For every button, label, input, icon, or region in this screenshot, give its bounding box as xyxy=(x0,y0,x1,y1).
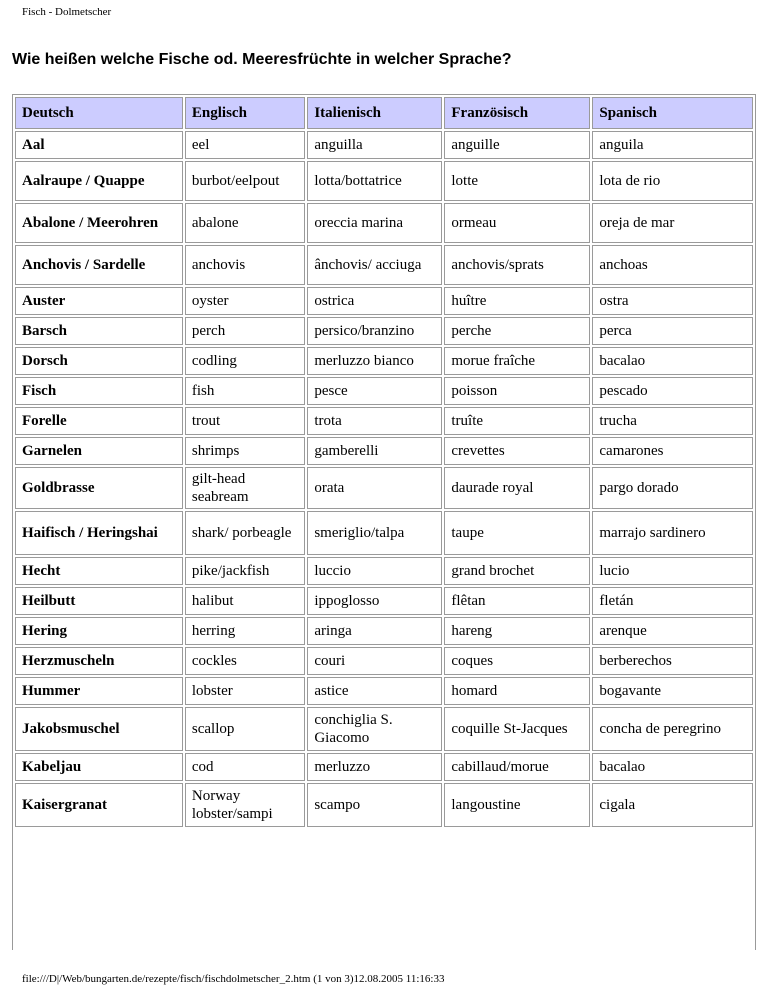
cell-spanisch: ostra xyxy=(592,287,753,315)
table-header-row xyxy=(15,97,753,129)
cell-italienisch: trota xyxy=(307,407,442,435)
cell-deutsch: Abalone / Meerohren xyxy=(15,203,183,243)
cell-englisch: anchovis xyxy=(185,245,305,285)
cell-deutsch: Hecht xyxy=(15,557,183,585)
table-row xyxy=(15,707,753,751)
cell-franzoesisch: anguille xyxy=(444,131,590,159)
cell-franzoesisch: cabillaud/morue xyxy=(444,753,590,781)
cell-englisch: abalone xyxy=(185,203,305,243)
cell-englisch: herring xyxy=(185,617,305,645)
cell-deutsch: Hering xyxy=(15,617,183,645)
cell-franzoesisch: flêtan xyxy=(444,587,590,615)
cell-spanisch: fletán xyxy=(592,587,753,615)
cell-englisch: trout xyxy=(185,407,305,435)
cell-italienisch: astice xyxy=(307,677,442,705)
cell-deutsch: Aalraupe / Quappe xyxy=(15,161,183,201)
cell-italienisch: luccio xyxy=(307,557,442,585)
cell-italienisch: gamberelli xyxy=(307,437,442,465)
cell-franzoesisch: truîte xyxy=(444,407,590,435)
cell-italienisch: scampo xyxy=(307,783,442,827)
cell-franzoesisch: coquille St-Jacques xyxy=(444,707,590,751)
cell-italienisch: smeriglio/talpa xyxy=(307,511,442,555)
cell-franzoesisch: ormeau xyxy=(444,203,590,243)
cell-deutsch: Barsch xyxy=(15,317,183,345)
cell-franzoesisch: homard xyxy=(444,677,590,705)
cell-spanisch: pescado xyxy=(592,377,753,405)
cell-englisch: cockles xyxy=(185,647,305,675)
page-footer: file:///D|/Web/bungarten.de/rezepte/fisch/fischdolmetscher_2.htm (1 von 3)12.08.2005 11:16:33 xyxy=(22,973,445,985)
cell-franzoesisch: daurade royal xyxy=(444,467,590,509)
cell-englisch: lobster xyxy=(185,677,305,705)
cell-italienisch: oreccia marina xyxy=(307,203,442,243)
cell-italienisch: ânchovis/ acciuga xyxy=(307,245,442,285)
cell-englisch: Norway lobster/sampi xyxy=(185,783,305,827)
cell-englisch: halibut xyxy=(185,587,305,615)
cell-franzoesisch: poisson xyxy=(444,377,590,405)
table-row xyxy=(15,753,753,781)
cell-englisch: perch xyxy=(185,317,305,345)
column-header-franzoesisch: Französisch xyxy=(444,97,590,129)
table-row xyxy=(15,203,753,243)
cell-franzoesisch: coques xyxy=(444,647,590,675)
cell-italienisch: couri xyxy=(307,647,442,675)
cell-deutsch: Fisch xyxy=(15,377,183,405)
cell-franzoesisch: hareng xyxy=(444,617,590,645)
cell-franzoesisch: langoustine xyxy=(444,783,590,827)
cell-deutsch: Kaisergranat xyxy=(15,783,183,827)
cell-spanisch: lota de rio xyxy=(592,161,753,201)
cell-deutsch: Goldbrasse xyxy=(15,467,183,509)
table-row xyxy=(15,557,753,585)
cell-italienisch: ippoglosso xyxy=(307,587,442,615)
cell-spanisch: cigala xyxy=(592,783,753,827)
cell-deutsch: Hummer xyxy=(15,677,183,705)
page-title: Wie heißen welche Fische od. Meeresfrüchte in welcher Sprache? xyxy=(12,51,512,68)
cell-italienisch: merluzzo bianco xyxy=(307,347,442,375)
cell-deutsch: Forelle xyxy=(15,407,183,435)
cell-englisch: burbot/eelpout xyxy=(185,161,305,201)
cell-spanisch: concha de peregrino xyxy=(592,707,753,751)
cell-italienisch: aringa xyxy=(307,617,442,645)
cell-spanisch: lucio xyxy=(592,557,753,585)
cell-deutsch: Auster xyxy=(15,287,183,315)
table-row xyxy=(15,783,753,827)
cell-englisch: fish xyxy=(185,377,305,405)
cell-englisch: shark/ porbeagle xyxy=(185,511,305,555)
cell-deutsch: Anchovis / Sardelle xyxy=(15,245,183,285)
cell-deutsch: Kabeljau xyxy=(15,753,183,781)
cell-spanisch: marrajo sardinero xyxy=(592,511,753,555)
cell-deutsch: Haifisch / Heringshai xyxy=(15,511,183,555)
cell-italienisch: orata xyxy=(307,467,442,509)
cell-deutsch: Garnelen xyxy=(15,437,183,465)
cell-englisch: shrimps xyxy=(185,437,305,465)
cell-italienisch: pesce xyxy=(307,377,442,405)
cell-spanisch: bacalao xyxy=(592,347,753,375)
column-header-spanisch: Spanisch xyxy=(592,97,753,129)
cell-italienisch: lotta/bottatrice xyxy=(307,161,442,201)
column-header-italienisch: Italienisch xyxy=(307,97,442,129)
cell-spanisch: oreja de mar xyxy=(592,203,753,243)
cell-spanisch: perca xyxy=(592,317,753,345)
cell-spanisch: anchoas xyxy=(592,245,753,285)
cell-englisch: eel xyxy=(185,131,305,159)
cell-deutsch: Heilbutt xyxy=(15,587,183,615)
cell-franzoesisch: crevettes xyxy=(444,437,590,465)
fish-translation-table xyxy=(13,95,755,829)
cell-spanisch: camarones xyxy=(592,437,753,465)
cell-englisch: pike/jackfish xyxy=(185,557,305,585)
table-row xyxy=(15,467,753,509)
cell-deutsch: Jakobsmuschel xyxy=(15,707,183,751)
cell-franzoesisch: huître xyxy=(444,287,590,315)
table-row xyxy=(15,287,753,315)
table-row xyxy=(15,131,753,159)
cell-englisch: cod xyxy=(185,753,305,781)
column-header-englisch: Englisch xyxy=(185,97,305,129)
table-row xyxy=(15,511,753,555)
cell-franzoesisch: lotte xyxy=(444,161,590,201)
table-row xyxy=(15,377,753,405)
cell-spanisch: anguila xyxy=(592,131,753,159)
cell-englisch: gilt-head seabream xyxy=(185,467,305,509)
cell-englisch: scallop xyxy=(185,707,305,751)
table-container xyxy=(12,94,756,950)
cell-spanisch: berberechos xyxy=(592,647,753,675)
cell-deutsch: Herzmuscheln xyxy=(15,647,183,675)
cell-spanisch: bacalao xyxy=(592,753,753,781)
cell-deutsch: Dorsch xyxy=(15,347,183,375)
table-row xyxy=(15,245,753,285)
table-row xyxy=(15,647,753,675)
cell-deutsch: Aal xyxy=(15,131,183,159)
cell-englisch: codling xyxy=(185,347,305,375)
cell-italienisch: persico/branzino xyxy=(307,317,442,345)
table-row xyxy=(15,677,753,705)
cell-franzoesisch: taupe xyxy=(444,511,590,555)
page-header: Fisch - Dolmetscher xyxy=(22,6,112,18)
table-row xyxy=(15,161,753,201)
table-row xyxy=(15,347,753,375)
table-row xyxy=(15,617,753,645)
table-row xyxy=(15,317,753,345)
table-row xyxy=(15,437,753,465)
cell-italienisch: ostrica xyxy=(307,287,442,315)
cell-italienisch: anguilla xyxy=(307,131,442,159)
table-row xyxy=(15,587,753,615)
table-body xyxy=(15,131,753,827)
cell-franzoesisch: morue fraîche xyxy=(444,347,590,375)
cell-spanisch: bogavante xyxy=(592,677,753,705)
cell-italienisch: merluzzo xyxy=(307,753,442,781)
cell-spanisch: trucha xyxy=(592,407,753,435)
cell-franzoesisch: grand brochet xyxy=(444,557,590,585)
cell-spanisch: pargo dorado xyxy=(592,467,753,509)
cell-englisch: oyster xyxy=(185,287,305,315)
cell-franzoesisch: perche xyxy=(444,317,590,345)
column-header-deutsch: Deutsch xyxy=(15,97,183,129)
table-row xyxy=(15,407,753,435)
cell-spanisch: arenque xyxy=(592,617,753,645)
cell-franzoesisch: anchovis/sprats xyxy=(444,245,590,285)
cell-italienisch: conchiglia S. Giacomo xyxy=(307,707,442,751)
